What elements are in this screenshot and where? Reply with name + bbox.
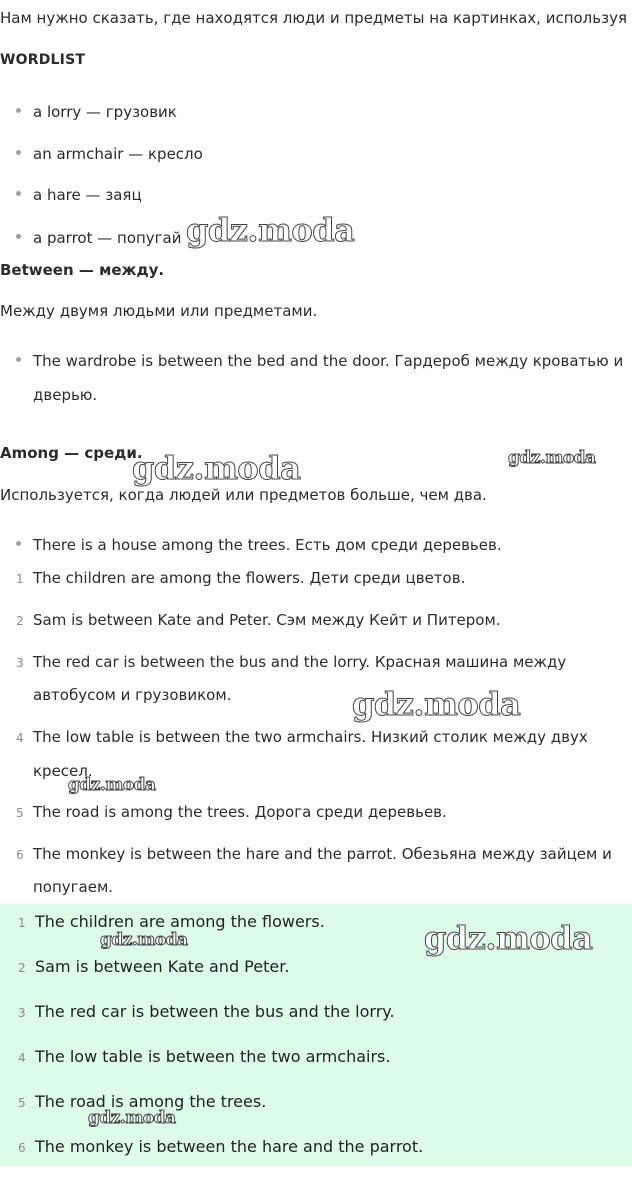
- exercise-item: 1 The children are among the flowers. Дети среди цветов.: [16, 569, 466, 587]
- watermark-logo: gdz.moda: [100, 930, 188, 950]
- between-example: The wardrobe is between the bed and the door. Гардероб между кроватью и: [16, 352, 623, 370]
- answer-item: 1 The children are among the flowers.: [18, 912, 325, 931]
- between-title: Between — между.: [0, 261, 165, 279]
- wordlist-item: a hare — заяц: [16, 186, 142, 204]
- watermark-logo: gdz.moda: [132, 449, 301, 487]
- among-example: There is a house among the trees. Есть дом среди деревьев.: [16, 536, 502, 554]
- answer-item: 5 The road is among the trees.: [18, 1092, 267, 1111]
- exercise-item-cont: попугаем.: [33, 878, 114, 896]
- exercise-item-cont: кресел.: [33, 762, 93, 780]
- watermark-logo: gdz.moda: [424, 919, 593, 957]
- answer-item: 4 The low table is between the two armchairs.: [18, 1047, 391, 1066]
- bullet-icon: [16, 108, 21, 113]
- watermark-logo: gdz.moda: [508, 448, 596, 468]
- among-desc: Используется, когда людей или предметов больше, чем два.: [0, 486, 487, 504]
- exercise-item: 5 The road is among the trees. Дорога среди деревьев.: [16, 803, 447, 821]
- bullet-icon: [16, 357, 21, 362]
- between-desc: Между двумя людьми или предметами.: [0, 302, 318, 320]
- bullet-icon: [16, 234, 21, 239]
- wordlist-item: a parrot — попугай: [16, 229, 182, 247]
- exercise-item-cont: автобусом и грузовиком.: [33, 686, 232, 704]
- bullet-icon: [16, 191, 21, 196]
- watermark-logo: gdz.moda: [186, 211, 355, 249]
- bullet-icon: [16, 541, 21, 546]
- wordlist-title: WORDLIST: [0, 52, 86, 68]
- answer-item: 2 Sam is between Kate and Peter.: [18, 957, 290, 976]
- watermark-logo: gdz.moda: [68, 775, 156, 795]
- watermark-logo: gdz.moda: [352, 685, 521, 723]
- watermark-logo: gdz.moda: [88, 1108, 176, 1128]
- bullet-icon: [16, 150, 21, 155]
- exercise-item: 6 The monkey is between the hare and the parrot. Обезьяна между зайцем и: [16, 845, 612, 863]
- exercise-item: 3 The red car is between the bus and the lorry. Красная машина между: [16, 653, 567, 671]
- among-title: Among — среди.: [0, 444, 143, 462]
- wordlist-item: a lorry — грузовик: [16, 103, 177, 121]
- wordlist-item: an armchair — кресло: [16, 145, 203, 163]
- exercise-item: 2 Sam is between Kate and Peter. Сэм между Кейт и Питером.: [16, 611, 501, 629]
- exercise-item: 4 The low table is between the two armchairs. Низкий столик между двух: [16, 728, 588, 746]
- between-example-cont: дверью.: [33, 386, 98, 404]
- answer-item: 6 The monkey is between the hare and the parrot.: [18, 1137, 424, 1156]
- answer-item: 3 The red car is between the bus and the lorry.: [18, 1002, 395, 1021]
- intro-text: Нам нужно сказать, где находятся люди и предметы на картинках, используя: [0, 9, 627, 27]
